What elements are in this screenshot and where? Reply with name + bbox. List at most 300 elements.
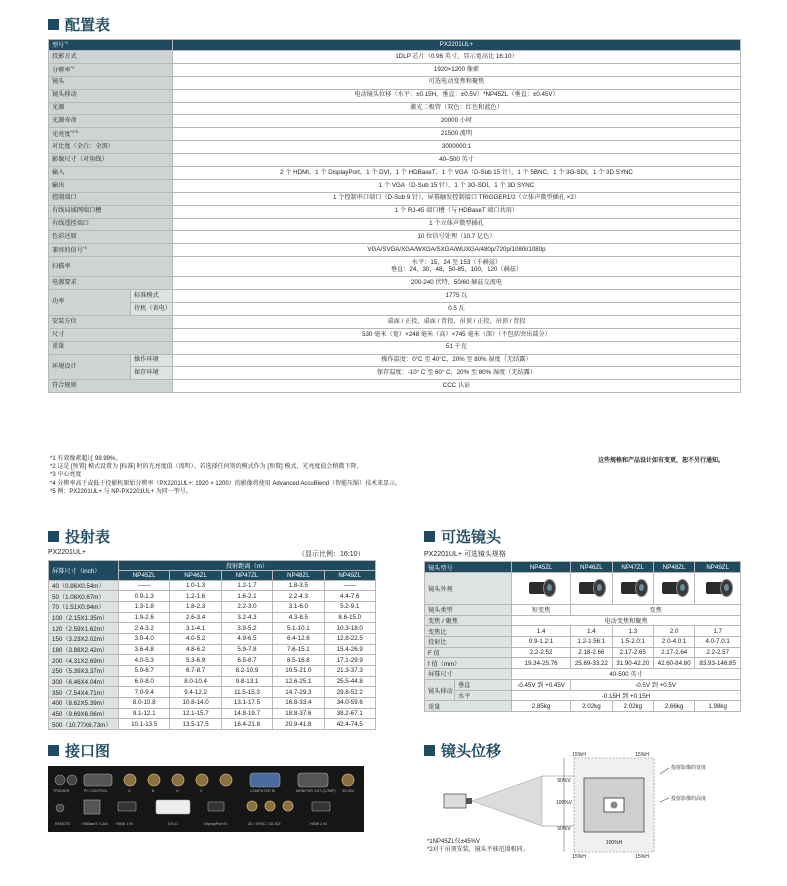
lens-row [425,562,741,573]
section-square-icon [48,531,59,542]
throw-distance: 4.3-8.5 [273,612,324,623]
spec-value: 3000000:1 [173,141,741,154]
lens-row [425,605,741,616]
section-square-icon [48,19,59,30]
spec-value: 0.5 瓦 [173,303,741,316]
throw-lens-header: NP46ZL [170,571,221,581]
spec-value: CCC 认证 [173,380,741,393]
throw-distance: 3.1-4.1 [170,623,221,634]
spec-label [49,179,173,192]
spec-label [49,328,173,341]
spec-label-text: 兼容的信号 [52,247,83,255]
throw-screen-size: 40（0.86X0.54m） [49,580,119,591]
spec-label [49,141,173,154]
spec-value: 1920×1200 像素 [173,63,741,76]
port-label: DVI-D [168,822,178,826]
spec-row [49,154,741,167]
hdmi2-port-icon [312,802,330,811]
footnote: *1 有效像素超过 99.99%。 [50,456,122,462]
spec-label-text: 输入 [52,168,65,176]
throw-distance: 38.2-67.1 [324,708,375,719]
spec-label-text: 对比度（全白：全黑） [52,142,114,150]
throw-distance: 10.3-18.0 [324,623,375,634]
throw-distance: 1.3-1.8 [119,601,170,612]
port-label: B [152,789,155,793]
shift-v50-top-label: 50%V [557,778,571,784]
spec-label [49,115,173,128]
lens-sub-label: 垂直 [455,679,512,690]
throw-distance: 10.5-21.0 [273,666,324,677]
spec-label-text: 符合规则 [52,382,77,390]
lens-icon [618,577,648,599]
spec-label-text: 色彩还原 [52,233,77,241]
throw-distance: 6.7-8.7 [170,666,221,677]
sdi-connector-icon [342,774,354,786]
throw-distance: 0.9-1.3 [119,591,170,602]
throw-screen-size: 300（6.46X4.04m） [49,676,119,687]
lens-cell: 0.9-1.2:1 [512,637,571,648]
throw-lens-header: NP48ZL [273,571,324,581]
shift-h-bot-left: 15%H [572,854,586,860]
table-row [49,591,376,602]
table-row [49,612,376,623]
lens-photo-cell [695,573,741,605]
table-row [49,655,376,666]
lens-cell: 2.0 [653,626,694,637]
throw-distance: 4.0-5.3 [119,655,170,666]
bnc-connector-icon [220,774,232,786]
lens-cell: 19.34-25.76 [512,658,571,669]
lens-row-label: 投射比 [425,637,512,648]
throw-screen-size: 500（10.77X6.73m） [49,719,119,730]
bnc-connector-icon [283,801,293,811]
spec-label-text: 尺寸 [52,330,65,338]
spec-row [49,167,741,180]
throw-distance: 7.0-9.4 [119,687,170,698]
throw-distance: 1.8-3.5 [273,580,324,591]
port-label: HDMI 2 IN [310,822,327,826]
spec-value: 2 个 HDMI，1 个 DisplayPort，1 个 DVI，1 个 HDBaseT，1 个 VGA（D-Sub 15 针），1 个 5BNC，1 个 3G-SDI，1 个 3D SYNC [173,167,741,180]
throw-distance: 4.8-6.2 [170,644,221,655]
spec-row [49,205,741,218]
shift-v50-bot-label: 50%V [557,826,571,832]
lens-cell: 2.0-4.0:1 [653,637,694,648]
spec-label [49,89,173,102]
throw-distance: 8.5-16.8 [273,655,324,666]
lens-cell: 40-500 英寸 [512,669,741,680]
port-label: H [176,789,179,793]
shift-h-top-right: 15%H [635,752,649,758]
spec-row [49,354,741,367]
lens-cell: 4.0-7.0:1 [695,637,741,648]
spec-value: 保存温度：-10° C 至 60° C，20% 至 80% 湿度（无结露） [173,367,741,380]
bnc-connector-icon [247,801,257,811]
spec-label-text: 光亮度 [52,131,71,139]
lens-row-label: 变焦比 [425,626,512,637]
table-row [49,676,376,687]
throw-table [48,560,376,730]
throw-dist-header: 投射距离（m） [119,561,376,571]
throw-distance: 8.0-10.8 [119,698,170,709]
spec-label [49,341,173,354]
lens-cell: -0.5V 到 +0.5V [571,679,741,690]
spec-label-text: 输出 [52,181,65,189]
lens-cell: 1.4 [512,626,571,637]
spec-label-text: 光源寿命 [52,117,77,125]
port-label: MONITOR OUT (COMP) [296,789,336,793]
port-label: V [200,789,203,793]
bnc-connector-icon [265,801,275,811]
lens-cell: 42.60-84.80 [653,658,694,669]
spec-footnote-mark: *4 [82,245,87,251]
lens-cell: 2.2-2.57 [695,647,741,658]
lens-row-label: F 值 [425,647,512,658]
spec-row [49,277,741,290]
lens-cell: 1.7 [695,626,741,637]
spec-sublabel: 待机（省电） [131,303,173,316]
throw-distance: 9.1-12.1 [119,708,170,719]
throw-distance: 8.0-10.4 [170,676,221,687]
lens-row [425,658,741,669]
lens-section-title: 可选镜头 [424,526,501,547]
throw-distance: 20.9-41.8 [273,719,324,730]
lens-cell: 2.17-2.64 [653,647,694,658]
throw-distance: 1.2-1.6 [170,591,221,602]
spec-label [49,244,173,257]
spec-label-text: 镜头 [52,78,65,86]
spec-label-text: 分辨率 [52,66,71,74]
spec-label: 功率 [49,290,131,316]
lens-cell: 1.2-1.56:1 [571,637,612,648]
spec-row [49,102,741,115]
throw-distance: 6.5-8.7 [221,655,272,666]
spec-footnote-mark: *2 [70,64,75,70]
lens-row [425,626,741,637]
spec-label [49,380,173,393]
spec-row [49,244,741,257]
throw-distance: 29.8-52.2 [324,687,375,698]
throw-screen-size: 70（1.51X0.94m） [49,601,119,612]
spec-label-text: 镜头移动 [52,91,77,99]
trigger-jack-icon [67,775,77,785]
spec-row [49,341,741,354]
throw-distance: 5.0-6.7 [119,666,170,677]
interface-section-title: 接口图 [48,740,110,761]
lens-cell: 电动变焦和聚焦 [512,615,741,626]
spec-row [49,141,741,154]
vga-in-port-icon [250,773,280,787]
throw-distance: 3.2-4.3 [221,612,272,623]
throw-screen-size: 150（3.23X2.02m） [49,633,119,644]
spec-label-text: 有线遥控端口 [52,220,90,228]
lens-row-label: 变焦 / 聚焦 [425,615,512,626]
spec-label [49,128,173,141]
spec-value: 51 千克 [173,341,741,354]
throw-screen-size: 400（8.62X5.39m） [49,698,119,709]
vga-out-port-icon [298,773,328,787]
throw-distance: 16.8-33.4 [273,698,324,709]
throw-distance: 3.1-6.0 [273,601,324,612]
projection-beam [472,776,542,826]
lens-cell: 2.02kg [571,701,612,712]
throw-distance: —— [324,580,375,591]
throw-screen-size: 350（7.54X4.71m） [49,687,119,698]
throw-distance: 3.9-5.2 [221,623,272,634]
lens-row-label: 屏幕尺寸 [425,669,512,680]
spec-label [49,218,173,231]
throw-distance: 11.5-15.3 [221,687,272,698]
lens-cell: 短变焦 [512,605,571,616]
lens-row [425,669,741,680]
throw-distance: 5.3-6.9 [170,655,221,666]
throw-distance: 9.8-13.1 [221,676,272,687]
lens-cell: 2.66kg [653,701,694,712]
spec-label [49,154,173,167]
shift-notes: *1NP45ZL仅±45%V *2对于吊顶安装，镜头平移范围相同。 [427,839,529,853]
lens-cell: 1.4 [571,626,612,637]
lens-cell: 1.3 [612,626,653,637]
spec-row [49,115,741,128]
throw-distance: 15.4-26.9 [324,644,375,655]
lens-row [425,690,741,701]
lens-photo-cell [653,573,694,605]
shift-width-label: 投射影像的宽度 [671,765,707,771]
throw-screen-size: 180（3.88X2.42m） [49,644,119,655]
lens-cell: NP48ZL [653,562,694,573]
spec-value: VGA/SVGA/XGA/WXGA/SXGA/WUXGA/480p/720p/1080i/1080p [173,244,741,257]
lens-photo-cell [571,573,612,605]
spec-row [49,179,741,192]
trigger-jack-icon [55,775,65,785]
spec-value: 水平：15，24 至 153（千赫兹） 垂直：24，30，48，50-85，100，120（赫兹） [173,257,741,277]
spec-value: 21500 流明 [173,128,741,141]
lens-row-label: 镜头外观 [425,573,512,605]
port-label: 3G-SDI [342,789,354,793]
spec-row [49,89,741,102]
lens-cell: NP47ZL [612,562,653,573]
lens-cell: 2.18-2.66 [571,647,612,658]
footnote: *5 例：PX2201UL+ 与 NP-PX2201UL+ 为同一型号。 [50,488,192,495]
throw-distance: 1.9-2.6 [119,612,170,623]
spec-row [49,328,741,341]
throw-distance: 25.5-44.8 [324,676,375,687]
table-row [49,580,376,591]
spec-label-text: 有线局域网端口槽 [52,207,102,215]
lens-cell: 25.69-33.22 [571,658,612,669]
throw-lens-header: NP49ZL [324,571,375,581]
throw-distance: 8.6-15.0 [324,612,375,623]
spec-row [49,76,741,89]
footnote: *4 分辨率高于或低于投影机原始分辨率（PX2201UL+: 1920 × 1200）的影像将使用 Advanced AccuBlend（智能压缩）技术来显示。 [50,480,402,487]
spec-sublabel: 标准模式 [131,290,173,303]
lens-cell: 83.93-146.85 [695,658,741,669]
spec-value: 1 个 VGA（D-Sub 15 针），1 个 3G-SDI，1 个 3D SYNC [173,179,741,192]
spec-label-text: 影像尺寸（对角线） [52,155,108,163]
lan-port-icon [84,800,100,814]
lens-cell: 2.85kg [512,701,571,712]
table-row [49,719,376,730]
throw-ratio: （显示比例：16:10） [298,551,365,558]
throw-distance: 34.0-59.6 [324,698,375,709]
spec-sublabel: 保存环境 [131,367,173,380]
spec-row [49,51,741,64]
port-label: TRIGGER [53,789,70,793]
throw-model: PX2201UL+ [48,549,86,556]
remote-jack-icon [56,804,64,812]
lens-cell: 变焦 [571,605,741,616]
lens-cell: 1.98kg [695,701,741,712]
spec-value: 桌面 / 正投，桌面 / 背投，吊顶 / 正投，吊顶 / 背投 [173,315,741,328]
spec-value: 电动镜头位移（水平：±0.15H，垂直：±0.5V）*NP45ZL（垂直：±0.45V） [173,89,741,102]
throw-distance: 2.6-3.4 [170,612,221,623]
throw-distance: 10.8-14.0 [170,698,221,709]
spec-sublabel: 操作环境 [131,354,173,367]
throw-distance: 2.2-4.3 [273,591,324,602]
throw-distance: 1.0-1.3 [170,580,221,591]
throw-distance: 1.8-2.3 [170,601,221,612]
lens-row-label: f 值（mm） [425,658,512,669]
throw-distance: 2.2-3.0 [221,601,272,612]
spec-label [49,315,173,328]
spec-value: 操作温度：0°C 至 40°C，20% 至 80% 湿度（无结露） [173,354,741,367]
spec-disclaimer: 这些规格和产品设计如有变更，恕不另行通知。 [598,458,725,464]
bnc-connector-icon [196,774,208,786]
spec-footnote-mark: *2*3 [70,129,79,134]
throw-screen-size: 200（4.31X2.69m） [49,655,119,666]
lens-row-label: 镜头型号 [425,562,512,573]
bnc-connector-icon [172,774,184,786]
footnote: *2 这是 [预置] 模式设置为 [标准] 时的光亮度值（流明）。若选择任何别的模式作为 [预置] 模式，光亮度值会稍微下降。 [50,464,363,471]
lens-icon [703,577,733,599]
throw-screen-size: 120（2.59X1.62m） [49,623,119,634]
table-row [49,644,376,655]
spec-value: 激光二极管（双色：红色和蓝色） [173,102,741,115]
spec-label-text: 型号 [52,41,65,49]
spec-row [49,231,741,244]
section-square-icon [48,745,59,756]
throw-distance: 7.6-15.1 [273,644,324,655]
spec-row [49,303,741,316]
lens-row [425,637,741,648]
lens-cell: 2.2-2.52 [512,647,571,658]
lens-table [424,561,741,712]
footnote: *3 中心亮度 [50,472,82,479]
projector-icon [444,794,466,808]
throw-distance: 16.4-21.8 [221,719,272,730]
throw-distance: 18.8-37.6 [273,708,324,719]
spec-label-text: 重量 [52,343,65,351]
spec-row [49,257,741,277]
spec-value: 1 个控制串口端口（D-Sub 9 针），屏幕触发控制接口 TRIGGER1/2（立体声微型插孔 ×2） [173,192,741,205]
spec-value: PX2201UL+ [173,40,741,51]
throw-distance: 12.6-25.1 [273,676,324,687]
spec-row [49,40,741,51]
lens-row-label: 重量 [425,701,512,712]
spec-label [49,40,173,51]
throw-distance: 12.8-22.5 [324,633,375,644]
spec-label [49,277,173,290]
lens-icon [659,577,689,599]
table-row [49,666,376,677]
throw-distance: 14.8-19.7 [221,708,272,719]
throw-distance: 3.6-4.8 [119,644,170,655]
spec-row [49,192,741,205]
lens-icon [576,577,606,599]
throw-distance: 5.2-9.1 [324,601,375,612]
table-row [49,633,376,644]
port-label: COMPUTER IN [250,789,276,793]
port-label: PC CONTROL [84,789,108,793]
throw-screen-header: 屏幕尺寸（inch） [49,561,119,581]
spec-value: 1 个立体声微型插孔 [173,218,741,231]
throw-distance: 3.0-4.0 [119,633,170,644]
spec-label: 环境设计 [49,354,131,380]
throw-distance: 6.4-12.6 [273,633,324,644]
throw-distance: 1.6-2.1 [221,591,272,602]
lens-photo-cell [612,573,653,605]
port-label: 3D / SYNC / 3G-SDI [248,822,281,826]
spec-notes [50,455,401,496]
table-row [49,623,376,634]
throw-distance: 4.9-6.5 [221,633,272,644]
throw-screen-size: 250（5.39X3.37m） [49,666,119,677]
spec-row [49,380,741,393]
spec-row [49,63,741,76]
throw-distance: 9.4-12.2 [170,687,221,698]
throw-distance: 2.4-3.2 [119,623,170,634]
throw-distance: 17.1-29.9 [324,655,375,666]
throw-distance: 12.1-15.7 [170,708,221,719]
spec-value: 530 毫米（宽）×248 毫米（高）×745 毫米（深）（不包括突出部分） [173,328,741,341]
spec-label [49,167,173,180]
section-square-icon [424,531,435,542]
throw-distance: 4.4-7.6 [324,591,375,602]
lens-cell: NP45ZL [512,562,571,573]
spec-label-text: 光源 [52,104,65,112]
spec-label-text: 控制端口 [52,194,77,202]
throw-screen-size: 50（1.08X0.67m） [49,591,119,602]
throw-distance: —— [119,580,170,591]
lens-cell: 31.90-42.20 [612,658,653,669]
serial-port-icon [84,774,112,786]
spec-value: 10 位信号处理（10.7 亿色） [173,231,741,244]
projector-lens-icon [466,798,472,804]
spec-label-text: 电源要求 [52,278,77,286]
spec-section-title: 配置表 [48,14,110,35]
spec-row [49,128,741,141]
spec-label-text: 扫描率 [52,262,71,270]
throw-distance: 8.2-10.9 [221,666,272,677]
spec-label [49,51,173,64]
lens-row-label: 镜头移动 [425,679,455,700]
spec-label-text: 投影方式 [52,52,77,60]
throw-distance: 21.3-37.3 [324,666,375,677]
table-row [49,601,376,612]
spec-label [49,76,173,89]
spec-row [49,367,741,380]
lens-cell: 2.02kg [612,701,653,712]
spec-value: 可选电动变焦和聚焦 [173,76,741,89]
throw-distance: 4.0-5.2 [170,633,221,644]
shift-section-title: 镜头位移 [424,740,501,761]
throw-lens-header: NP45ZL [119,571,170,581]
lens-cell: -0.15H 到 +0.15H [512,690,741,701]
shift-h-top-left: 15%H [572,752,586,758]
throw-lens-header: NP47ZL [221,571,272,581]
displayport-icon [208,802,224,811]
throw-section-title: 投射表 [48,526,110,547]
lens-cell: 2.17-2.65 [612,647,653,658]
